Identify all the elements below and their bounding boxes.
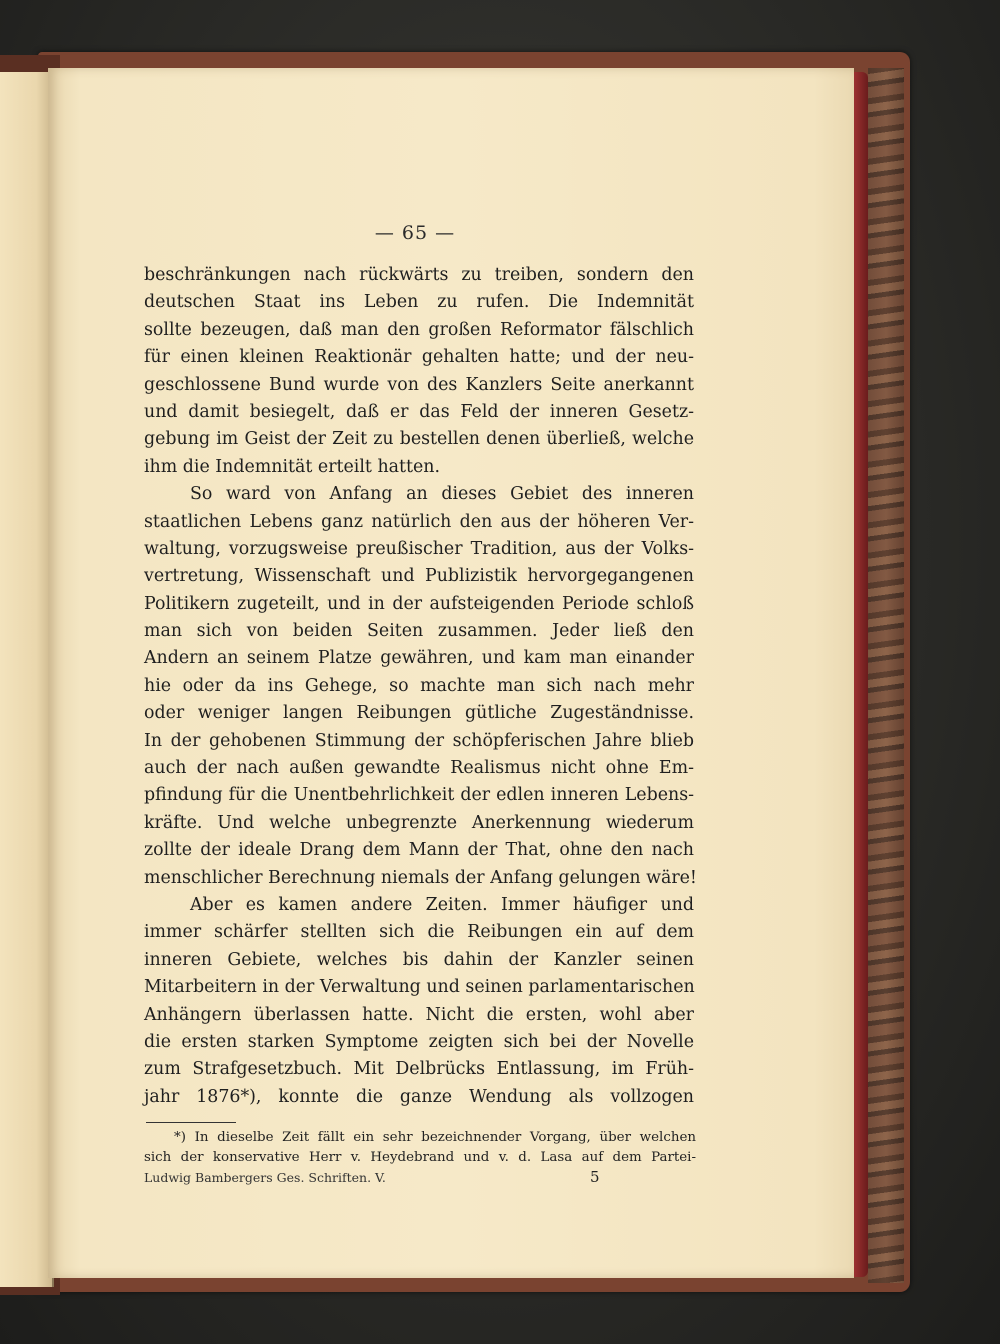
text-line: waltung, vorzugsweise preußischer Tradition, aus der Volks- <box>144 538 694 559</box>
text-line: Aber es kamen andere Zeiten. Immer häufiger und <box>190 894 694 915</box>
text-line: kräfte. Und welche unbegrenzte Anerkennung wiederum <box>144 812 694 833</box>
text-line: pfindung für die Unentbehrlichkeit der edlen inneren Lebens- <box>144 785 694 806</box>
sheet-mark: 5 <box>590 1168 600 1186</box>
text-line: gebung im Geist der Zeit zu bestellen denen überließ, welche <box>144 429 694 450</box>
text-line: auch der nach außen gewandte Realismus nicht ohne Em- <box>144 758 694 779</box>
text-line: man sich von beiden Seiten zusammen. Jeder ließ den <box>144 621 694 642</box>
text-line: jahr 1876*), konnte die ganze Wendung als vollzogen <box>144 1086 694 1107</box>
text-line: die ersten starken Symptome zeigten sich bei der Novelle <box>144 1031 694 1052</box>
text-line: vertretung, Wissenschaft und Publizistik hervorgegangenen <box>144 566 694 587</box>
footnote-divider <box>146 1122 236 1123</box>
marbled-edge <box>868 68 904 1283</box>
text-line: für einen kleinen Reaktionär gehalten hatte; und der neu- <box>144 347 694 368</box>
text-line: staatlichen Lebens ganz natürlich den aus der höheren Ver- <box>144 511 694 532</box>
text-line: und damit besiegelt, daß er das Feld der inneren Gesetz- <box>144 401 694 422</box>
text-line: beschränkungen nach rückwärts zu treiben, sondern den <box>144 265 694 285</box>
text-line: ihm die Indemnität erteilt hatten. <box>144 456 441 477</box>
text-line: sollte bezeugen, daß man den großen Reformator fälschlich <box>144 319 694 340</box>
text-line: oder weniger langen Reibungen gütliche Zugeständnisse. <box>144 703 694 724</box>
text-line: zollte der ideale Drang dem Mann der That, ohne den nach <box>144 840 694 861</box>
text-line: So ward von Anfang an dieses Gebiet des inneren <box>190 484 694 505</box>
footnote <box>144 1128 696 1168</box>
left-page-edge <box>0 72 54 1287</box>
text-line: deutschen Staat ins Leben zu rufen. Die Indemnität <box>144 292 694 313</box>
text-line: immer schärfer stellten sich die Reibungen ein auf dem <box>144 922 694 943</box>
page-number: — 65 — <box>374 222 456 244</box>
text-line: In der gehobenen Stimmung der schöpferischen Jahre blieb <box>144 730 694 751</box>
text-line: menschlicher Berechnung niemals der Anfang gelungen wäre! <box>144 867 697 888</box>
text-line: zum Strafgesetzbuch. Mit Delbrücks Entlassung, im Früh- <box>144 1059 694 1080</box>
page-body <box>144 262 697 1111</box>
footnote-line: *) In dieselbe Zeit fällt ein sehr bezeichnender Vorgang, über welchen <box>174 1130 696 1145</box>
text-line: Politikern zugeteilt, und in der aufsteigenden Periode schloß <box>144 593 694 614</box>
text-line: hie oder da ins Gehege, so machte man sich nach mehr <box>144 675 694 696</box>
text-line: Anhängern überlassen hatte. Nicht die ersten, wohl aber <box>144 1004 694 1025</box>
text-line: Mitarbeitern in der Verwaltung und seinen parlamentarischen <box>144 977 695 998</box>
text-line: geschlossene Bund wurde von des Kanzlers Seite anerkannt <box>144 374 694 395</box>
text-line: Andern an seinem Platze gewähren, und kam man einander <box>144 648 694 669</box>
footnote-line: sich der konservative Herr v. Heydebrand und v. d. Lasa auf dem Partei- <box>144 1150 696 1165</box>
printer-signature: Ludwig Bambergers Ges. Schriften. V. <box>144 1170 386 1185</box>
text-line: inneren Gebiete, welches bis dahin der Kanzler seinen <box>144 949 694 970</box>
